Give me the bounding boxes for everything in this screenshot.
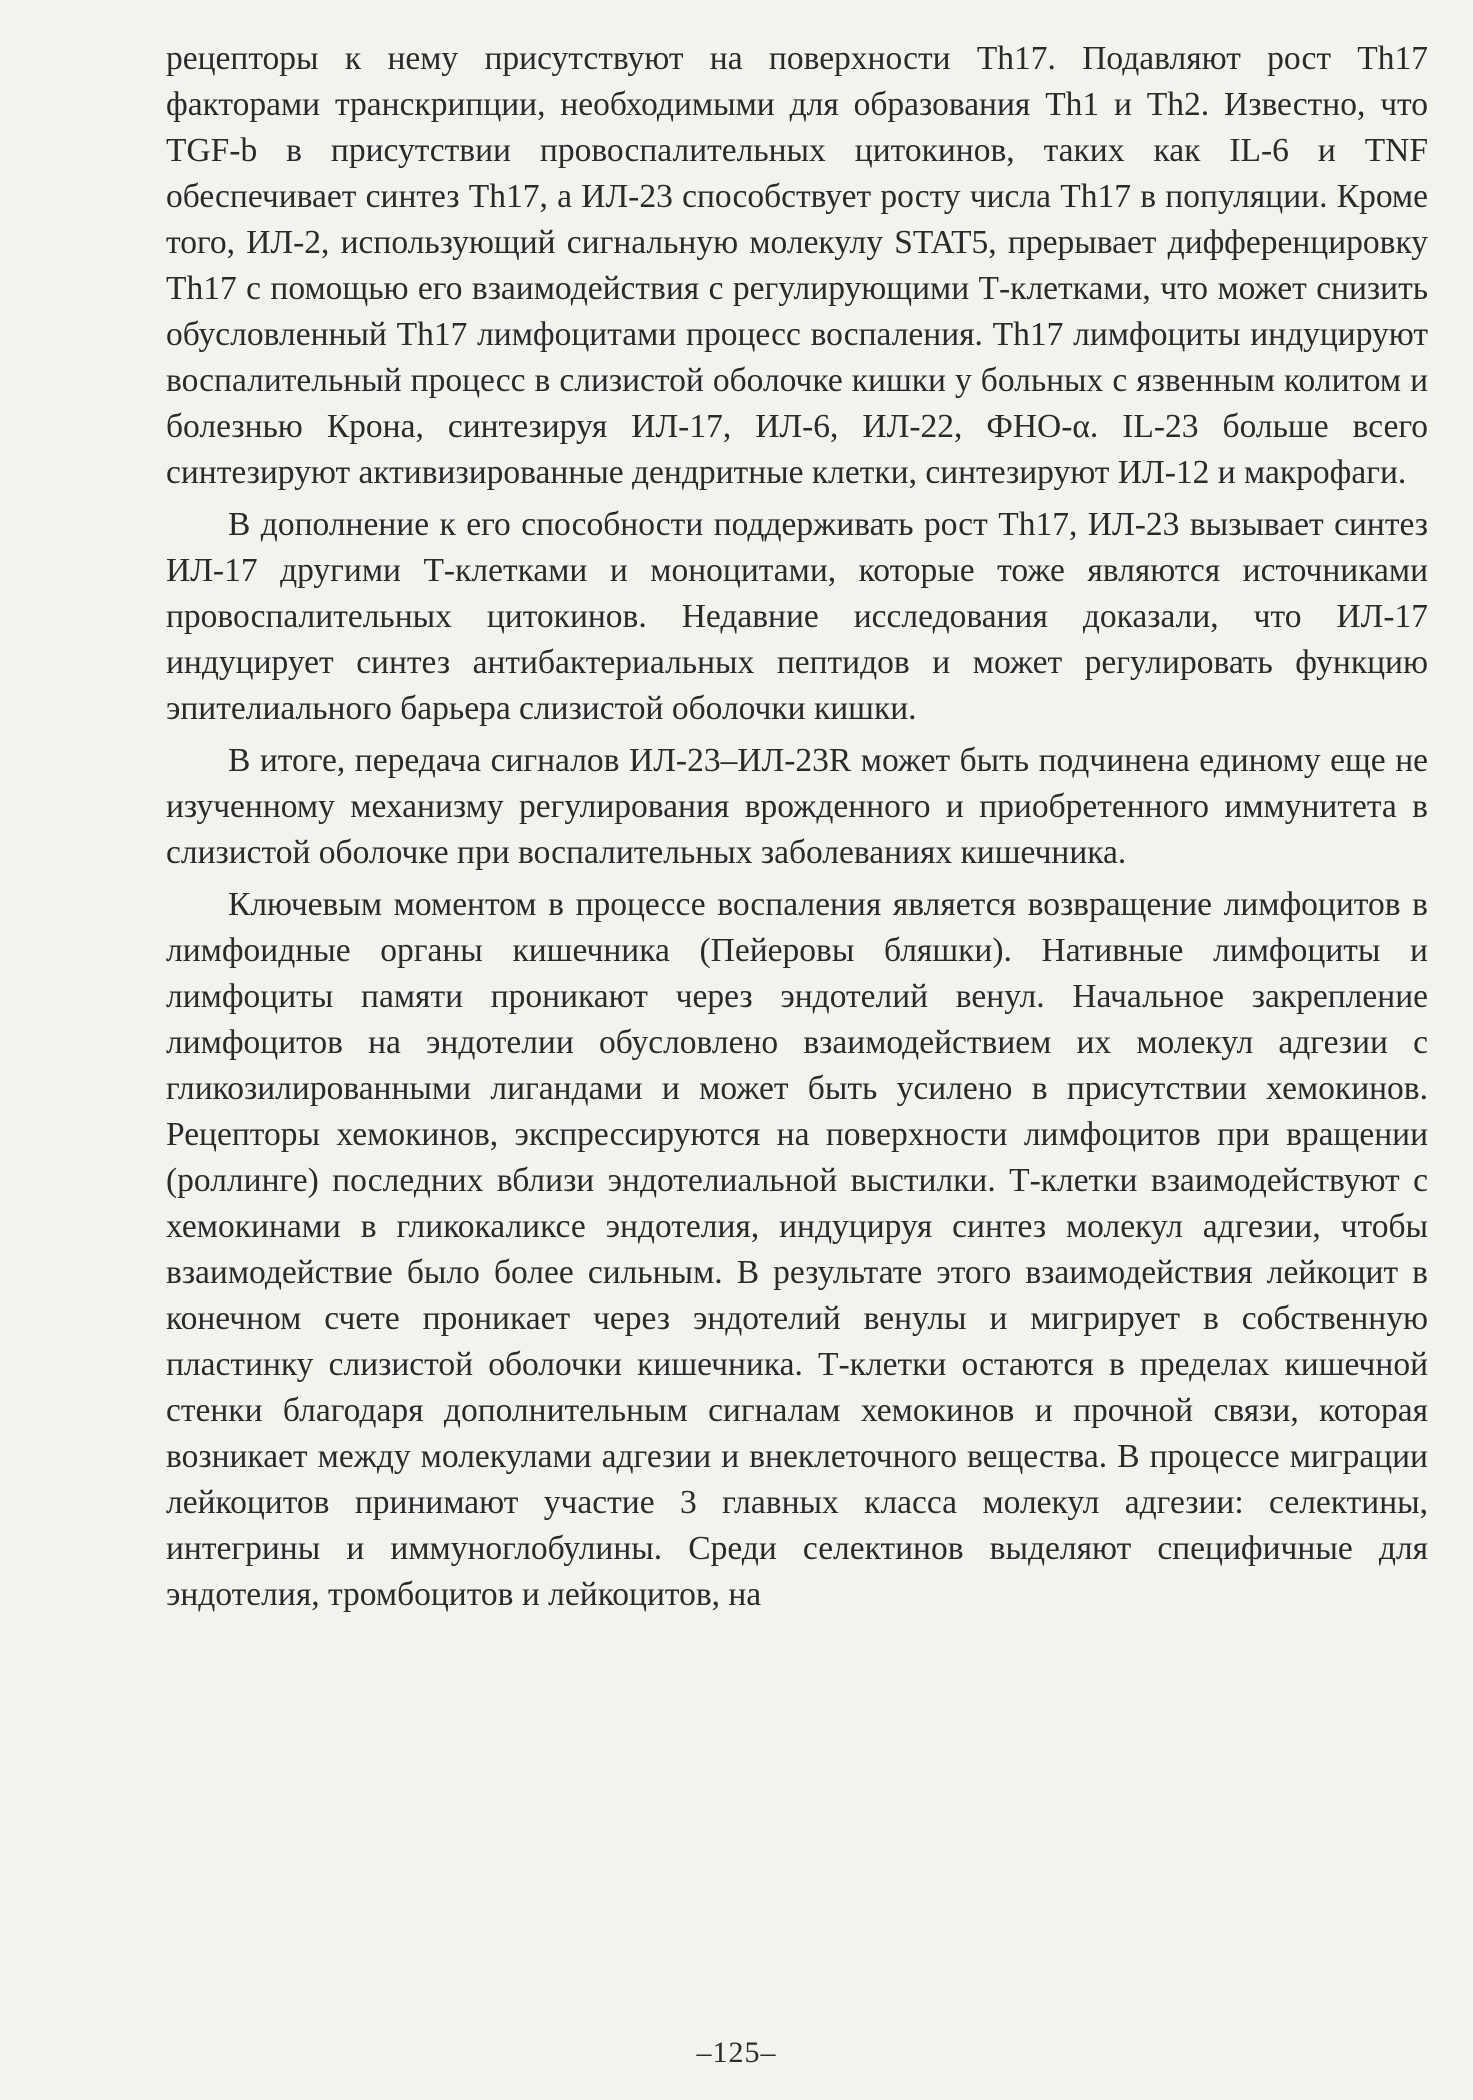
paragraph-lymphocyte-homing: Ключевым моментом в процессе воспаления является возвращение лимфоцитов в лимфоидные органы кишечника (Пейеровы бляшки). Нативные лимфоциты и лимфоциты памяти проникают через эндотелий венул. Начальное закрепление лимфоцитов на эндотелии обусловлено взаимодействием их молекул адгезии с гликозилированными лигандами и может быть усилено в присутствии хемокинов. Рецепторы хемокинов, экспрессируются на поверхности лимфоцитов при вращении (роллинге) последних вблизи эндотелиальной выстилки. Т-клетки взаимодействуют с хемокинами в гликокаликсе эндотелия, индуцируя синтез молекул адгезии, чтобы взаимодействие было более сильным. В результате этого взаимодействия лейкоцит в конечном счете проникает через эндотелий венулы и мигрирует в собственную пластинку слизистой оболочки кишечника. Т-клетки остаются в пределах кишечной стенки благодаря дополнительным сигналам хемокинов и прочной связи, которая возникает между молекулами адгезии и внеклеточного вещества. В процессе миграции лейкоцитов принимают участие 3 главных класса молекул адгезии: селектины, интегрины и иммуноглобулины. Среди селектинов выделяют специфичные для эндотелия, тромбоцитов и лейкоцитов, на [166,886,1428,1613]
paragraph-summary: В итоге, передача сигналов ИЛ-23–ИЛ-23R может быть подчинена единому еще не изученному механизму регулирования врожденного и приобретенного иммунитета в слизистой оболочке при воспалительных заболеваниях кишечника. [166,742,1428,871]
body-text [166,36,1428,1618]
page-number: –125– [696,2036,777,2069]
paragraph-il23-th17: В дополнение к его способности поддерживать рост Th17, ИЛ-23 вызывает синтез ИЛ-17 другими Т-клетками и моноцитами, которые тоже являются источниками провоспалительных цитокинов. Недавние исследования доказали, что ИЛ-17 индуцирует синтез антибактериальных пептидов и может регулировать функцию эпителиального барьера слизистой оболочки кишки. [166,506,1428,727]
paragraph-continuation: рецепторы к нему присутствуют на поверхности Th17. Подавляют рост Th17 факторами транскрипции, необходимыми для образования Th1 и Th2. Известно, что TGF-b в присутствии провоспалительных цитокинов, таких как IL-6 и TNF обеспечивает синтез Th17, а ИЛ-23 способствует росту числа Th17 в популяции. Кроме того, ИЛ-2, использующий сигнальную молекулу STAT5, прерывает дифференцировку Th17 с помощью его взаимодействия с регулирующими Т-клетками, что может снизить обусловленный Th17 лимфоцитами процесс воспаления. Th17 лимфоциты индуцируют воспалительный процесс в слизистой оболочке кишки у больных с язвенным колитом и болезнью Крона, синтезируя ИЛ-17, ИЛ-6, ИЛ-22, ФНО-α. IL-23 больше всего синтезируют активизированные дендритные клетки, синтезируют ИЛ-12 и макрофаги. [166,40,1428,491]
